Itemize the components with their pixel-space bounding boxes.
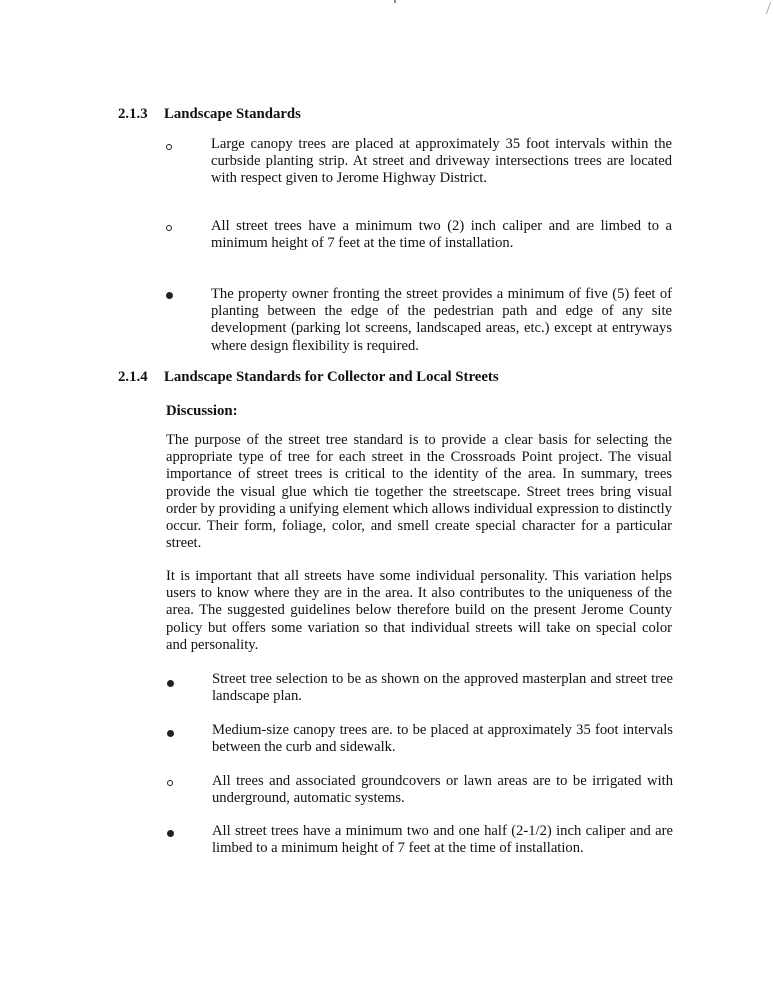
bullet-icon [166, 144, 172, 150]
scan-corner-mark [752, 2, 771, 14]
list-item: The property owner fronting the street provides a minimum of five (5) feet of planting between the edge of the pedestrian path and edge of any site development (parking lot screens, landscaped areas, etc.) except at entryways where design flexibility is required. [211, 286, 672, 354]
bullet-icon [166, 225, 172, 231]
list-item: All street trees have a minimum two and one half (2-1/2) inch caliper and are limbed to a minimum height of 7 feet at the time of installation. [212, 823, 673, 857]
scan-speck [394, 0, 396, 3]
bullet-icon [167, 830, 174, 837]
list-item: All street trees have a minimum two (2) inch caliper and are limbed to a minimum height of 7 feet at the time of installation. [211, 218, 672, 252]
discussion-heading: Discussion: [166, 403, 238, 419]
section-title: Landscape Standards for Collector and Local Streets [164, 369, 499, 385]
list-item: All trees and associated groundcovers or lawn areas are to be irrigated with underground, automatic systems. [212, 773, 673, 807]
list-item: Large canopy trees are placed at approximately 35 foot intervals within the curbside planting strip. At street and driveway intersections trees are located with respect given to Jerome Highway District. [211, 136, 672, 187]
section-number: 2.1.3 [118, 106, 148, 122]
section-title: Landscape Standards [164, 106, 301, 122]
section-heading-2-1-4 [118, 369, 499, 386]
section-number: 2.1.4 [118, 369, 148, 385]
paragraph: The purpose of the street tree standard is to provide a clear basis for selecting the appropriate type of tree for each street in the Crossroads Point project. The visual importance of street trees is critical to the identity of the area. In summary, trees provide the visual glue which tie together the streetscape. Street trees bring visual order by providing a unifying element which allows individual expression to distinctly occur. Their form, foliage, color, and smell create special character for a particular street. [166, 432, 672, 552]
list-item: Medium-size canopy trees are. to be placed at approximately 35 foot intervals between the curb and sidewalk. [212, 722, 673, 756]
bullet-icon [167, 680, 174, 687]
bullet-icon [167, 780, 173, 786]
bullet-icon [167, 730, 174, 737]
paragraph: It is important that all streets have some individual personality. This variation helps users to know where they are in the area. It also contributes to the uniqueness of the area. The suggested guidelines below therefore build on the present Jerome County policy but offers some variation so that individual streets will take on special color and personality. [166, 568, 672, 653]
bullet-icon [166, 292, 173, 299]
list-item: Street tree selection to be as shown on the approved masterplan and street tree landscape plan. [212, 671, 673, 705]
section-heading-2-1-3 [118, 106, 301, 123]
